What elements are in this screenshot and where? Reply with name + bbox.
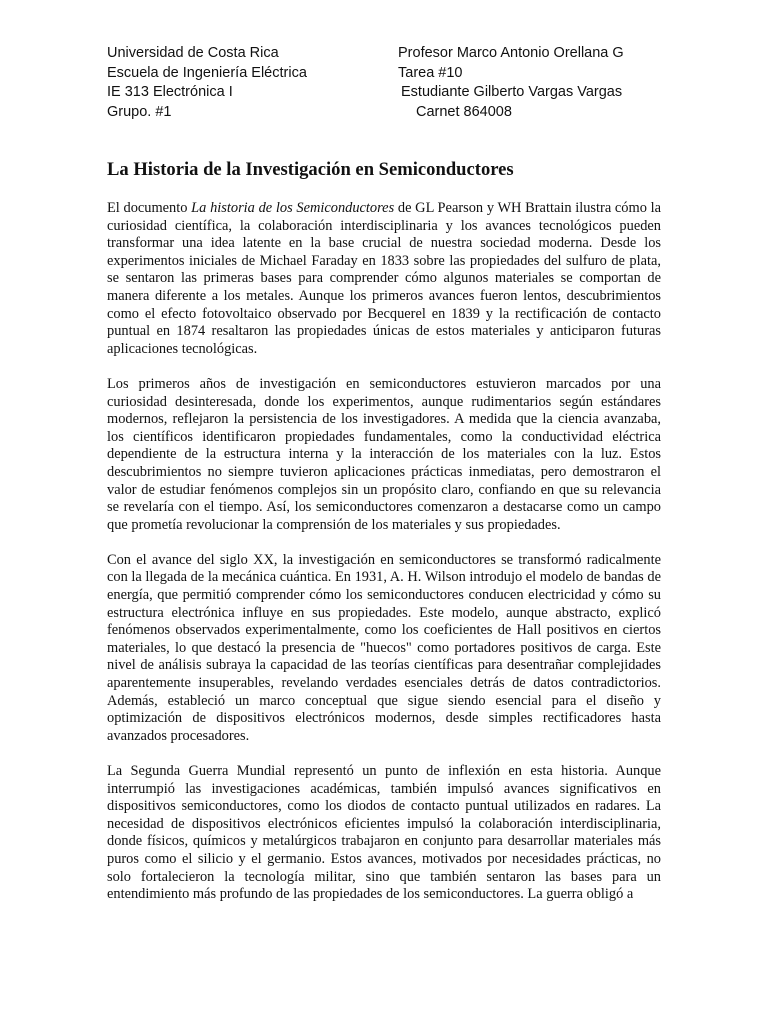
student-id: Carnet 864008	[416, 103, 512, 120]
header-left-block	[107, 44, 307, 122]
header-right-block	[398, 44, 624, 122]
course-name: IE 313 Electrónica I	[107, 84, 233, 100]
school-name: Escuela de Ingeniería Eléctrica	[107, 64, 307, 81]
paragraph-1-text: de GL Pearson y WH Brattain ilustra cómo la curiosidad científica, la colaboración interdisciplinaria y los avances tecnológicos pueden transformar una idea latente en la base crucial de nuestra sociedad moderna. Desde los experimentos iniciales de Michael Faraday en 1833 sobre las propiedades del sulfuro de plata, se sentaron las primeras bases para comprender cómo algunos materiales se comportan de manera diferente a los metales. Aunque los primeros avances fueron lentos, descubrimientos como el efecto fotovoltaico observado por Becquerel en 1839 y la rectificación de contacto puntual en 1874 resaltaron las propiedades únicas de estos materiales y anticiparon futuras aplicaciones tecnológicas.	[107, 200, 661, 357]
paragraph-1-lead: El documento	[107, 200, 192, 216]
paragraph-3: Con el avance del siglo XX, la investigación en semiconductores se transformó radicalmente con la llegada de la mecánica cuántica. En 1931, A. H. Wilson introdujo el modelo de bandas de energía, que permitió comprender cómo los semiconductores conducen electricidad y cómo su estructura electrónica influye en sus propiedades. Este modelo, aunque abstracto, explicó fenómenos observados experimentalmente, como los coeficientes de Hall positivos en ciertos materiales, lo que destacó la presencia de "huecos" como portadores positivos de carga. Este nivel de análisis subraya la capacidad de las teorías científicas para desentrañar complejidades aparentemente insuperables, revelando verdades esenciales detrás de datos contradictorios. Además, estableció un marco conceptual que sigue siendo esencial para el diseño y optimización de dispositivos electrónicos modernos, desde simples rectificadores hasta avanzados procesadores.	[107, 551, 661, 744]
university-name: Universidad de Costa Rica	[107, 45, 279, 61]
group-number: Grupo. #1	[107, 103, 172, 120]
document-body	[107, 200, 661, 904]
document-title: La Historia de la Investigación en Semiconductores	[107, 159, 514, 180]
student-name: Estudiante Gilberto Vargas Vargas	[401, 84, 623, 100]
paragraph-2: Los primeros años de investigación en semiconductores estuvieron marcados por una curiosidad desinteresada, donde los experimentos, aunque rudimentarios según estándares modernos, reflejaron la persistencia de los investigadores. A medida que la ciencia avanzaba, los científicos identificaron propiedades fundamentales, como la conductividad eléctrica dependiente de la estructura interna y la interacción de los materiales con la luz. Estos descubrimientos no siempre tuvieron aplicaciones prácticas inmediatas, pero demostraron el valor de estudiar fenómenos complejos sin un propósito claro, confiando en que su relevancia se revelaría con el tiempo. Así, los semiconductores comenzaron a destacarse como un campo que prometía revolucionar la comprensión de los materiales y sus propiedades.	[107, 375, 661, 533]
cited-document-title: La historia de los Semiconductores	[191, 200, 395, 216]
assignment-number: Tarea #10	[398, 64, 463, 81]
professor-name: Profesor Marco Antonio Orellana G	[398, 45, 624, 61]
paragraph-1	[107, 200, 661, 358]
document-header	[0, 44, 768, 124]
paragraph-4: La Segunda Guerra Mundial representó un punto de inflexión en esta historia. Aunque interrumpió las investigaciones académicas, también impulsó avances significativos en dispositivos semiconductores, como los diodos de contacto puntual utilizados en radares. La necesidad de dispositivos electrónicos eficientes impulsó la colaboración interdisciplinaria, donde físicos, químicos y metalúrgicos trabajaron en conjunto para desarrollar materiales más puros como el silicio y el germanio. Estos avances, motivados por necesidades prácticas, no solo fortalecieron la tecnología militar, sino que también sentaron las bases para un entendimiento más profundo de las propiedades de los semiconductores. La guerra obligó a	[107, 763, 661, 903]
